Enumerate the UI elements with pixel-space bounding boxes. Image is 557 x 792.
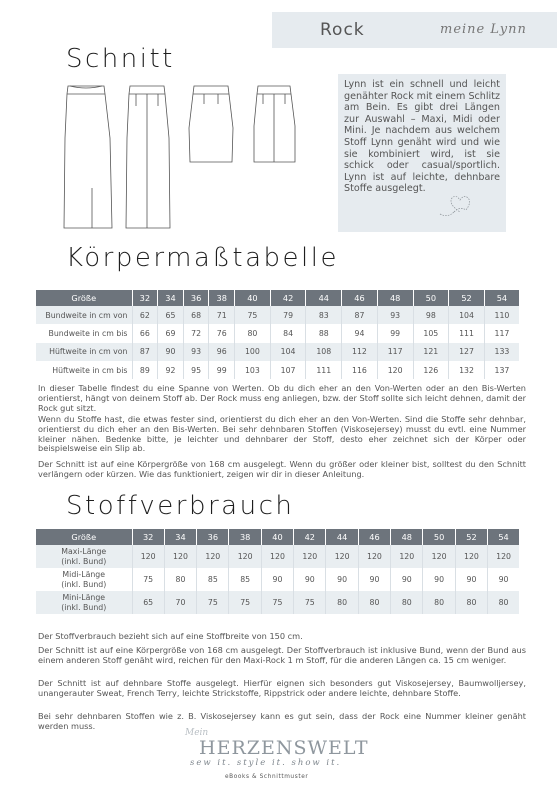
table-cell: 90	[158, 343, 184, 361]
table-cell: 90	[391, 568, 423, 591]
table-row	[36, 591, 519, 614]
table-cell: 79	[270, 306, 306, 324]
table-cell: 69	[158, 324, 184, 342]
table-cell: 94	[342, 324, 378, 342]
table-cell: 120	[261, 545, 293, 568]
brand-script: meine Lynn	[440, 22, 527, 37]
table-cell: 133	[484, 343, 519, 361]
table-cell: 87	[342, 306, 378, 324]
mini-sketch	[254, 86, 295, 162]
table-cell: 120	[294, 545, 326, 568]
table-cell: 107	[270, 361, 306, 379]
description-box	[338, 74, 506, 232]
table-cell: 72	[183, 324, 209, 342]
section-title-stoff: Stoffverbrauch	[66, 491, 295, 521]
row-label	[36, 568, 132, 591]
row-label-line: Mini-Länge	[62, 593, 106, 602]
size-header: 40	[235, 290, 271, 306]
table-cell: 100	[235, 343, 271, 361]
table-cell: 120	[377, 361, 413, 379]
logo-name: HERZENSWELT	[199, 737, 369, 759]
table-cell: 90	[358, 568, 390, 591]
table-cell: 99	[377, 324, 413, 342]
table-cell: 127	[449, 343, 485, 361]
table-cell: 99	[209, 361, 235, 379]
maxi-front-sketch	[64, 86, 112, 228]
size-header: 42	[294, 529, 326, 545]
table-cell: 90	[294, 568, 326, 591]
skirt-sketches	[58, 78, 328, 238]
size-header: 52	[455, 529, 487, 545]
size-header: 38	[229, 529, 261, 545]
table-cell: 90	[488, 568, 519, 591]
table-cell: 90	[455, 568, 487, 591]
row-label: Bundweite in cm bis	[48, 328, 128, 338]
brand-logo	[185, 728, 375, 784]
table-cell: 104	[449, 306, 485, 324]
table-cell: 120	[358, 545, 390, 568]
table-cell: 108	[306, 343, 342, 361]
midi-sketch	[189, 86, 233, 162]
logo-subline: eBooks & Schnittmuster	[225, 774, 309, 780]
table-cell: 85	[197, 568, 229, 591]
table-cell: 76	[209, 324, 235, 342]
table-row	[36, 568, 519, 591]
table-cell: 83	[306, 306, 342, 324]
fabric-usage-table	[36, 529, 519, 614]
table-row	[36, 361, 519, 379]
row-label-line: (inkl. Bund)	[61, 602, 107, 612]
size-header: 36	[183, 290, 209, 306]
size-header: 32	[132, 290, 158, 306]
table-cell: 104	[270, 343, 306, 361]
table-cell: 93	[183, 343, 209, 361]
paragraph: Wenn du Stoffe hast, die etwas fester sind, orientierst du dich eher an den Von-Werten. Sind die Stoffe sehr dehnbar, orientierst du dich eher an den Bis-Werten. Bei sehr dehnbaren Stoffen (Viskosejersey) musst du evtl. eine Nummer kleiner nähen. Bedenke bitte, je leichter und dehnbarer der Stoff, desto eher zeichnet sich der Körper oder beispielsweise ein Slip ab.	[38, 414, 526, 454]
table-row	[36, 306, 519, 324]
paragraph: Bei sehr dehnbaren Stoffen wie z. B. Viskosejersey kann es gut sein, dass der Rock eine Nummer kleiner genäht werden muss.	[38, 711, 526, 731]
header-box	[272, 12, 557, 48]
maxi-back-sketch	[126, 86, 170, 228]
size-header: 32	[132, 529, 164, 545]
table-row	[36, 324, 519, 342]
table-cell: 80	[391, 591, 423, 614]
table-cell: 95	[183, 361, 209, 379]
table-cell: 120	[326, 545, 358, 568]
row-label	[36, 591, 132, 614]
size-header: 50	[413, 290, 449, 306]
table-cell: 80	[164, 568, 196, 591]
table-cell: 80	[423, 591, 455, 614]
header-title: Rock	[320, 20, 365, 40]
logo-prefix: Mein	[185, 728, 209, 738]
paragraph: Der Schnitt ist auf eine Körpergröße von 168 cm ausgelegt. Der Stoffverbrauch ist inklusive Bund, wenn der Bund aus einem anderen Stoff genäht wird, reichen für den Maxi-Rock 1 m Stoff, für die anderen Längen ca. 15 cm weniger.	[38, 645, 526, 665]
size-header-label: Größe	[36, 290, 132, 306]
section-title-koerper: Körpermaßtabelle	[66, 243, 339, 273]
table-cell: 120	[423, 545, 455, 568]
table-cell: 103	[235, 361, 271, 379]
table-cell: 132	[449, 361, 485, 379]
row-label-line: Midi-Länge	[62, 570, 106, 579]
table-cell: 121	[413, 343, 449, 361]
table-cell: 98	[413, 306, 449, 324]
table-cell: 96	[209, 343, 235, 361]
table-cell: 89	[132, 361, 158, 379]
table-cell: 117	[484, 324, 519, 342]
size-header: 36	[197, 529, 229, 545]
table-cell: 88	[306, 324, 342, 342]
paragraph: Der Schnitt ist auf dehnbare Stoffe ausgelegt. Hierfür eignen sich besonders gut Viskosejersey, Baumwolljersey, unangerauter Sweat, French Terry, leichte Strickstoffe, Rippstrick oder andere leichte, dehnbare Stoffe.	[38, 678, 526, 698]
table-cell: 75	[261, 591, 293, 614]
table-cell: 80	[488, 591, 519, 614]
table-cell: 90	[326, 568, 358, 591]
heart-doodle-icon	[438, 190, 482, 220]
table-cell: 120	[197, 545, 229, 568]
table-cell: 126	[413, 361, 449, 379]
table-cell: 75	[229, 591, 261, 614]
table-cell: 75	[294, 591, 326, 614]
size-header: 34	[164, 529, 196, 545]
table-cell: 93	[377, 306, 413, 324]
row-label-line: Maxi-Länge	[61, 547, 107, 556]
size-header: 48	[377, 290, 413, 306]
table-cell: 120	[132, 545, 164, 568]
table-cell: 80	[455, 591, 487, 614]
table-cell: 87	[132, 343, 158, 361]
table-cell: 75	[235, 306, 271, 324]
table-cell: 68	[183, 306, 209, 324]
size-header: 46	[342, 290, 378, 306]
paragraph: In dieser Tabelle findest du eine Spanne von Werten. Ob du dich eher an den Von-Werten oder an den Bis-Werten orientierst, hängt von deinem Stoff ab. Der Rock muss eng anliegen, bzw. der Stoff sollte sich leicht dehnen, damit der Rock gut sitzt.	[38, 383, 526, 413]
size-header: 54	[484, 290, 519, 306]
table-cell: 120	[488, 545, 519, 568]
row-label: Bundweite in cm von	[36, 306, 132, 324]
table-cell: 80	[326, 591, 358, 614]
table-cell: 80	[358, 591, 390, 614]
table-header-row	[36, 529, 519, 545]
table-cell: 65	[158, 306, 184, 324]
table-cell: 120	[229, 545, 261, 568]
table-cell: 62	[132, 306, 158, 324]
row-label-line: (inkl. Bund)	[61, 579, 107, 589]
table-cell: 85	[229, 568, 261, 591]
table-cell: 116	[342, 361, 378, 379]
row-label: Hüftweite in cm bis	[52, 365, 128, 375]
size-header: 38	[209, 290, 235, 306]
size-header: 52	[449, 290, 485, 306]
body-measurement-table	[36, 290, 519, 379]
table-cell: 70	[164, 591, 196, 614]
size-header: 44	[306, 290, 342, 306]
paragraph: Der Schnitt ist auf eine Körpergröße von 168 cm ausgelegt. Wenn du größer oder kleiner bist, solltest du den Schnitt verlängern oder kürzen. Wie das funktioniert, zeigen wir dir in dieser Anleitung.	[38, 459, 526, 479]
section-title-schnitt: Schnitt	[66, 44, 175, 74]
table-cell: 111	[449, 324, 485, 342]
table-cell: 71	[209, 306, 235, 324]
size-header: 48	[391, 529, 423, 545]
size-header: 34	[158, 290, 184, 306]
row-label	[36, 545, 132, 568]
table-cell: 120	[391, 545, 423, 568]
table-cell: 120	[455, 545, 487, 568]
row-label: Hüftweite in cm von	[36, 343, 132, 361]
size-header: 44	[326, 529, 358, 545]
table-cell: 117	[377, 343, 413, 361]
row-label-line: (inkl. Bund)	[61, 556, 107, 566]
size-header: 54	[488, 529, 519, 545]
table-cell: 65	[132, 591, 164, 614]
table-cell: 110	[484, 306, 519, 324]
description-text: Lynn ist ein schnell und leicht genähter Rock mit einem Schlitz am Bein. Es gibt drei Längen zur Auswahl – Maxi, Midi oder Mini. Je nachdem aus welchem Stoff Lynn genäht wird und wie sie kombiniert wird, ist sie schick oder casual/sportlich. Lynn ist auf leichte, dehnbare Stoffe ausgelegt.	[344, 79, 501, 195]
table-row	[36, 545, 519, 568]
table-cell: 112	[342, 343, 378, 361]
table-cell: 111	[306, 361, 342, 379]
size-header: 46	[358, 529, 390, 545]
table-cell: 84	[270, 324, 306, 342]
table-cell: 105	[413, 324, 449, 342]
table-cell: 120	[164, 545, 196, 568]
table-cell: 137	[484, 361, 519, 379]
table-cell: 80	[235, 324, 271, 342]
table-cell: 90	[423, 568, 455, 591]
table-cell: 92	[158, 361, 184, 379]
table-row	[36, 343, 519, 361]
size-header: 42	[270, 290, 306, 306]
paragraph: Der Stoffverbrauch bezieht sich auf eine Stoffbreite von 150 cm.	[38, 631, 303, 641]
table-cell: 75	[132, 568, 164, 591]
size-header: 40	[261, 529, 293, 545]
table-header-row	[36, 290, 519, 306]
table-cell: 66	[132, 324, 158, 342]
table-cell: 90	[261, 568, 293, 591]
table-cell: 75	[197, 591, 229, 614]
size-header-label: Größe	[36, 529, 132, 545]
size-header: 50	[423, 529, 455, 545]
logo-tagline: sew it. style it. show it.	[190, 758, 342, 768]
